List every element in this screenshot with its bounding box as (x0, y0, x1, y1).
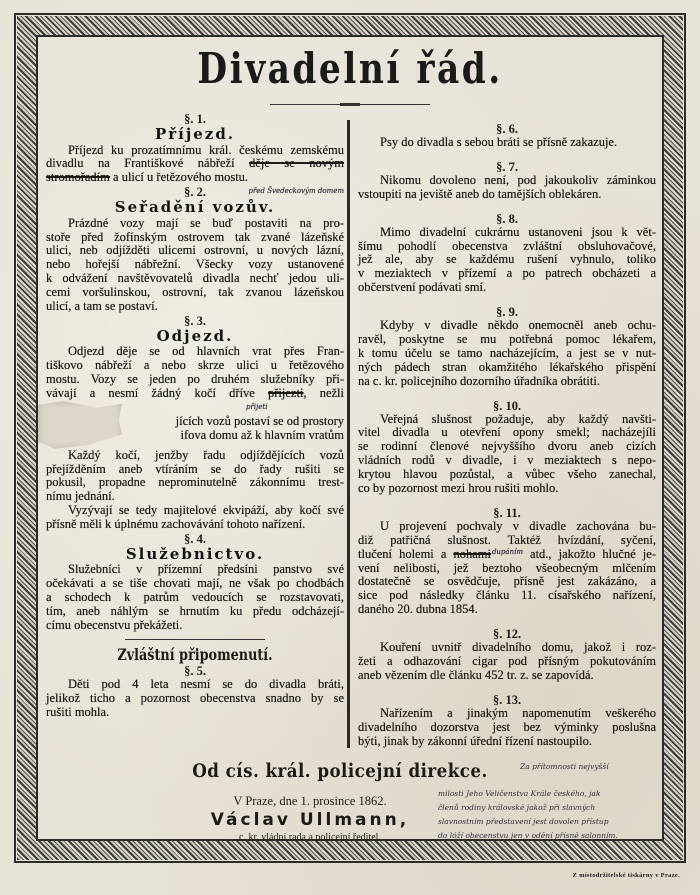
handwritten-line: Za přítomnosti nejvyšší (520, 762, 609, 771)
text-line: nímu jednání. (46, 489, 115, 504)
section-number: §. 9. (496, 305, 518, 320)
text-line: Služebníci v přízemní předsíni panstvo své (68, 562, 344, 577)
section-heading: Odjezd. (156, 326, 234, 345)
section (358, 212, 656, 295)
text-line: rušiti mohla. (46, 704, 110, 719)
handwritten-note (438, 760, 663, 843)
section-number: §. 13. (492, 692, 522, 707)
section (358, 160, 656, 202)
text-line: pokusil, propadne neprominutelně zákonnímu trest- (46, 475, 344, 490)
paragraph (358, 174, 656, 202)
text-line: Veřejná slušnost požaduje, aby každý navšti- (380, 411, 656, 426)
text-line: přísně měli k úplnému zachovávání tohoto nařízení. (46, 517, 306, 532)
paragraph (358, 707, 656, 749)
text-span: atd., jakožto hlučné je- (522, 546, 656, 561)
text-line: Kouření uvnitř divadelního domu, jakož i roz- (380, 640, 656, 655)
column-divider (347, 120, 350, 748)
text-line: býti, jinak by zákonní úřední řízení nastoupilo. (358, 733, 592, 748)
section (46, 112, 344, 196)
text-line: vitel divadla u otevření opony smekl; nacházejíli (358, 425, 656, 440)
handwritten-line: slavnostním představení jest dovolen přístup (438, 817, 609, 826)
text-line: k odvážení navštěvovatelů divadla nechť jedou uli- (46, 271, 344, 286)
text-line: Kdyby v divadle někdo onemocněl aneb ochu- (380, 318, 656, 333)
text-line: Psy do divadla s sebou bráti se přísně zakazuje. (380, 135, 618, 149)
text-line: vení nelibosti, jež beztoho všeobecným mlčením (358, 560, 656, 575)
paragraph (46, 449, 344, 505)
text-line (358, 548, 656, 562)
text-line: tím, aneb náhlým se hrnutím ku předu odcházejí- (46, 604, 344, 619)
text-line: Mimo divadelní cukrárnu ustanoveni jsou k vět- (380, 224, 656, 239)
text-line: dostatečně se osvědčuje, přísně jest zakázáno, a (358, 574, 656, 589)
struck-text: stromořadím (46, 170, 110, 185)
paragraph (46, 345, 344, 448)
paragraph (46, 678, 344, 720)
text-line: očekávati a se tiše chovati mají, ne však po chodbách (46, 576, 344, 591)
text-line: k tomu účelu se tamo nacházejícím, a jest se v nut- (358, 345, 656, 360)
text-span: , nežli (303, 386, 345, 401)
text-line: cemi voršulinskou, ostrovní, tak zvanou lázeňskou (46, 285, 344, 300)
section (358, 693, 656, 749)
left-column (46, 112, 344, 720)
handwritten-line: do lóží obecenstvu jen v odění přísně salonním. (438, 831, 618, 840)
section-heading: Služebnictvo. (125, 544, 265, 563)
section-number: §. 1. (184, 112, 206, 126)
text-line: címu obecenstvu překážeti. (46, 618, 183, 633)
text-line: ulici, neb odjížděti ulicemi ostrovní, u nových lázní, (46, 243, 344, 258)
section-number: §. 4. (184, 531, 206, 546)
text-line: žeti a odhazování cigar pod přísným pokutováním (358, 654, 656, 669)
section (358, 399, 656, 496)
handwritten-correction: dupáním (491, 547, 523, 556)
paragraph (358, 520, 656, 617)
text-line: Prázdné vozy mají se buď postaviti na pro- (68, 215, 344, 230)
section-number: §. 11. (493, 505, 521, 520)
text-line: divadelního dozorstva jest bez výminky poslušna (358, 719, 656, 734)
paragraph (358, 413, 656, 496)
handwritten-correction: před Švedeckovým domem (248, 187, 344, 196)
issuing-authority: Od cís. král. policejní direkce. (192, 760, 488, 782)
special-heading: Zvláštní připomenutí. (117, 644, 273, 664)
text-line: daného 20. dubna 1854. (358, 602, 478, 617)
paragraph (358, 136, 656, 150)
section (46, 314, 344, 532)
handwritten-correction: přijeti (246, 403, 268, 412)
document-title: Divadelní řád. (197, 44, 503, 93)
text-line: Každý kočí, jenžby řadu odjíždějících vozů (68, 447, 344, 462)
text-line: Děti pod 4 leta nesmí se do divadla bráti, (68, 676, 344, 691)
text-line: Příjezd ku prozatímnímu král. českému zemskému (68, 142, 344, 157)
section-number: §. 5. (184, 663, 206, 678)
signatory-role: c. kr. vládní rada a policejní ředitel. (239, 832, 381, 843)
paragraph (46, 563, 344, 632)
section-number: §. 7. (496, 159, 518, 174)
section-number: §. 10. (492, 398, 522, 413)
text-line: ravěl, poskytne se mu potřebná pomoc lékařem, (358, 332, 656, 347)
text-line: v meziaktech v přízemí a po patrech obcházeti a (358, 266, 656, 281)
paragraph (46, 217, 344, 314)
handwritten-line: členů rodiny královské jakož při slavných (438, 803, 596, 812)
section-heading: Příjezd. (154, 125, 236, 143)
printer-imprint: Z místodržitelské tiskárny v Praze. (572, 872, 680, 879)
text-line: vstoupiti na jeviště aneb do tamějších oblekáren. (358, 186, 602, 201)
paragraph (358, 319, 656, 388)
title-rule (270, 104, 430, 105)
section-number: §. 8. (496, 211, 518, 226)
text-line: na c. kr. policejního dozorního úřadníka obrátiti. (358, 373, 600, 388)
section-number: §. 2. (184, 185, 206, 200)
paragraph (46, 504, 344, 532)
text-line: přejížděním aneb vtíráním se do řady rušiti se (46, 461, 344, 476)
text-span: divadlu na Františkové nábřeží (46, 156, 250, 171)
text-line: jelikož ticho a pozornost obecenstva snadno by se (46, 690, 344, 705)
text-line: ifova domu až k hlavním vratům (180, 427, 344, 442)
paragraph (46, 142, 344, 196)
section (358, 506, 656, 617)
text-line: diž patřičná slušnost. Taktéž hvízdání, syčení, (358, 532, 656, 547)
section-number: §. 12. (492, 627, 522, 642)
struck-text: nohami (453, 546, 491, 561)
section-number: §. 3. (184, 313, 206, 328)
text-line: mostu. Vozy se jeden po druhém služebníky při- (46, 372, 344, 387)
signatory-name: Václav Ullmann, (210, 810, 410, 830)
text-line: ulicí, a tam se postaví. (46, 299, 158, 314)
text-line (46, 171, 344, 185)
text-line: nebo hořejší nábřežní. Všecky vozy ustanovené (46, 257, 344, 272)
text-line: šímu pohodlí obecenstva zvláštní obsluhovačové, (358, 238, 656, 253)
text-line: vládních rodů v divadle, i v meziaktech s nepo- (358, 453, 656, 468)
section (358, 627, 656, 683)
text-line: stoře před žofínským ostrovem tak zvané lázeňské (46, 229, 344, 244)
text-line: aneb vězením dle článku 452 tr. z. se zapovídá. (358, 667, 594, 682)
section (46, 532, 344, 633)
struck-text: děje se novým (249, 156, 344, 171)
text-line: jež ale, aby se každému rušení vyhnulo, toliko (358, 252, 656, 267)
text-line: tiškovo nábřeží a nebo skrze ulici u řetězového (46, 358, 344, 373)
handwritten-line: milosti Jeho Veličenstva Krále českého, jak (438, 789, 601, 798)
text-line: ných pádech stran okamžitého lékařského přispění (358, 359, 656, 374)
text-line: co by pozornost mezi hrou rušiti mohlo. (358, 481, 559, 496)
text-span: vávají a nesmí žádný kočí dříve (46, 386, 269, 401)
paragraph (358, 226, 656, 295)
text-line: a schodech k patrům vedoucích se rozstavovati, (46, 590, 344, 605)
text-line (46, 386, 345, 412)
right-column (358, 112, 656, 749)
text-line: sice pod následky článku 11. císařského nařízení, (358, 588, 656, 603)
section (46, 639, 344, 720)
text-span: tlučení holemi a (358, 546, 454, 561)
section (46, 185, 344, 314)
section-number: §. 6. (496, 122, 518, 136)
text-line: se rodinní členové nejvyššího dvoru aneb cizích (358, 439, 656, 454)
text-line: Nikomu dovoleno není, pod jakoukoliv záminkou (380, 172, 656, 187)
section (358, 305, 656, 388)
text-line: občerstvení podávati smí. (358, 280, 487, 295)
section-separator (125, 639, 265, 640)
struck-text: přijezti (268, 386, 304, 401)
text-line: krytou hlavou pozůstal, a vůbec všeho zanechal, (358, 467, 656, 482)
text-line: Nařízením a jinakým napomenutím veškerého (380, 705, 656, 720)
paragraph (358, 641, 656, 683)
text-line: U projevení pochvaly v divadle zachována bu- (380, 518, 656, 533)
text-line: Odjezd děje se od hlavních vrat přes Fran- (68, 344, 344, 359)
text-span: a ulicí u řetězového mostu. (109, 170, 249, 185)
text-line: Vyzývají se tedy majitelové ekvipáží, aby kočí své (68, 503, 344, 518)
text-line: jících vozů postaví se od prostory (175, 413, 344, 428)
place-and-date: V Praze, dne 1. prosince 1862. (233, 794, 387, 808)
section-heading: Seřadění vozův. (114, 198, 276, 217)
section (358, 122, 656, 150)
